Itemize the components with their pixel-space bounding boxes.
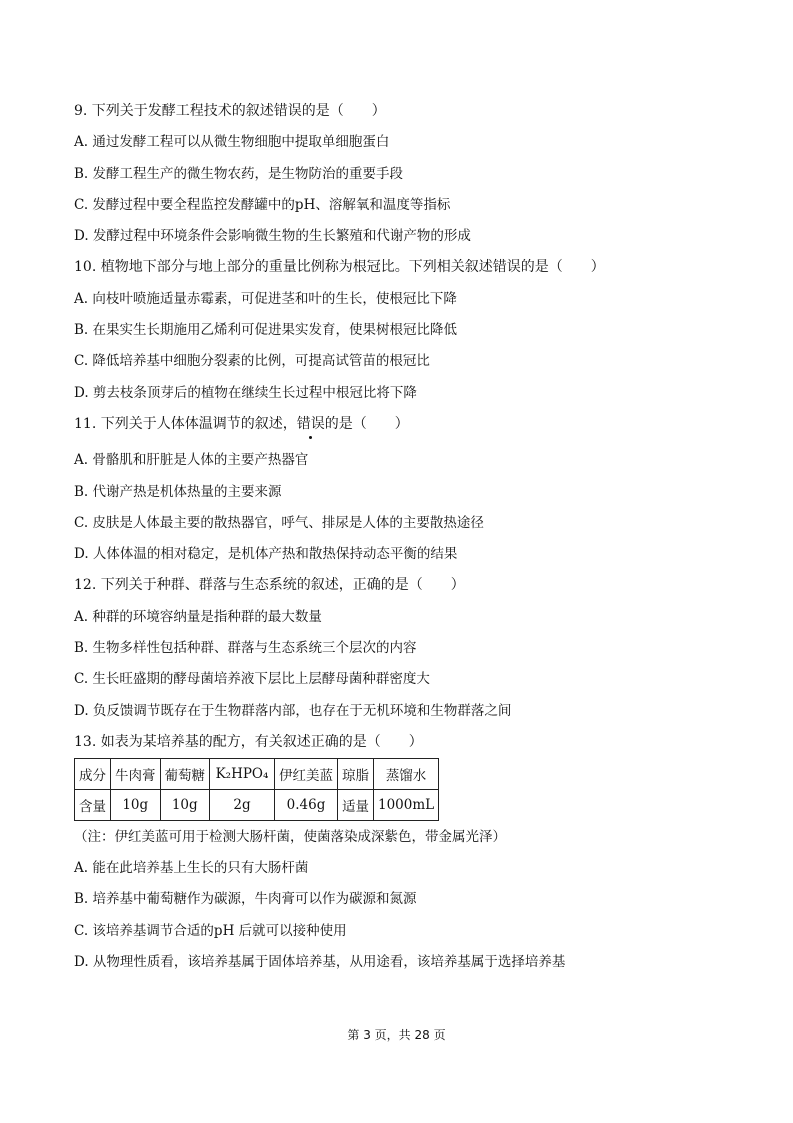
page-footer: 第 3 页，共 28 页 bbox=[347, 1028, 446, 1042]
question-11-stem-suffix: 的是（ ） bbox=[324, 415, 409, 432]
table-cell: 葡萄糖 bbox=[160, 758, 210, 789]
question-11-option-d: D. 人体体温的相对稳定，是机体产热和散热保持动态平衡的结果 bbox=[74, 546, 458, 563]
question-11-option-b: B. 代谢产热是机体热量的主要来源 bbox=[74, 483, 282, 500]
question-9-stem: 9. 下列关于发酵工程技术的叙述错误的是（ ） bbox=[74, 103, 386, 119]
table-cell: K₂HPO₄ bbox=[210, 758, 275, 789]
question-13-option-b: B. 培养基中葡萄糖作为碳源，牛肉膏可以作为碳源和氮源 bbox=[74, 891, 417, 908]
question-11-option-a: A. 骨骼肌和肝脏是人体的主要产热器官 bbox=[74, 452, 309, 469]
table-cell: 2g bbox=[210, 789, 275, 820]
table-cell: 1000mL bbox=[374, 789, 439, 820]
table-row bbox=[75, 789, 439, 820]
question-10-option-b: B. 在果实生长期施用乙烯利可促进果实发育，使果树根冠比降低 bbox=[74, 322, 458, 339]
question-11-emphasis: 错误 bbox=[296, 415, 325, 432]
question-9-option-a: A. 通过发酵工程可以从微生物细胞中提取单细胞蛋白 bbox=[74, 134, 390, 151]
question-9-option-d: D. 发酵过程中环境条件会影响微生物的生长繁殖和代谢产物的形成 bbox=[74, 228, 471, 245]
table-cell: 10g bbox=[111, 789, 161, 820]
question-12-stem: 12. 下列关于种群、群落与生态系统的叙述，正确的是（ ） bbox=[74, 577, 465, 594]
table-cell: 成分 bbox=[75, 758, 111, 789]
question-10-stem: 10. 植物地下部分与地上部分的重量比例称为根冠比。下列相关叙述错误的是（ ） bbox=[74, 259, 605, 276]
exam-content bbox=[74, 101, 734, 983]
question-13-note: （注：伊红美蓝可用于检测大肠杆菌，使菌落染成深紫色，带金属光泽） bbox=[74, 828, 506, 845]
question-10-option-a: A. 向枝叶喷施适量赤霉素，可促进茎和叶的生长，使根冠比下降 bbox=[74, 290, 457, 307]
question-11-stem bbox=[74, 414, 734, 445]
table-cell: 含量 bbox=[75, 789, 111, 820]
question-13-option-a: A. 能在此培养基上生长的只有大肠杆菌 bbox=[74, 859, 309, 876]
question-12-option-b: B. 生物多样性包括种群、群落与生态系统三个层次的内容 bbox=[74, 640, 417, 657]
table-cell: 适量 bbox=[338, 789, 374, 820]
question-12-option-d: D. 负反馈调节既存在于生物群落内部，也存在于无机环境和生物群落之间 bbox=[74, 702, 512, 719]
table-cell: 0.46g bbox=[275, 789, 338, 820]
question-10-option-c: C. 降低培养基中细胞分裂素的比例，可提高试管苗的根冠比 bbox=[74, 353, 430, 370]
table-cell: 伊红美蓝 bbox=[275, 758, 338, 789]
table-cell: 牛肉膏 bbox=[111, 758, 161, 789]
question-10-option-d: D. 剪去枝条顶芽后的植物在继续生长过程中根冠比将下降 bbox=[74, 384, 417, 401]
table-row bbox=[75, 758, 439, 789]
table-cell: 蒸馏水 bbox=[374, 758, 439, 789]
medium-recipe-table bbox=[74, 758, 439, 821]
question-11-option-c: C. 皮肤是人体最主要的散热器官，呼气、排尿是人体的主要散热途径 bbox=[74, 514, 484, 531]
table-cell: 10g bbox=[160, 789, 210, 820]
question-12-option-a: A. 种群的环境容纳量是指种群的最大数量 bbox=[74, 608, 322, 625]
question-12-option-c: C. 生长旺盛期的酵母菌培养液下层比上层酵母菌种群密度大 bbox=[74, 671, 430, 688]
question-13-option-c: C. 该培养基调节合适的pH 后就可以接种使用 bbox=[74, 922, 347, 939]
question-9-option-b: B. 发酵工程生产的微生物农药，是生物防治的重要手段 bbox=[74, 165, 404, 182]
question-13-option-d: D. 从物理性质看，该培养基属于固体培养基，从用途看，该培养基属于选择培养基 bbox=[74, 953, 566, 970]
question-11-stem-prefix: 11. 下列关于人体体温调节的叙述， bbox=[74, 415, 297, 432]
question-13-stem: 13. 如表为某培养基的配方，有关叙述正确的是（ ） bbox=[74, 733, 423, 750]
question-9-option-c: C. 发酵过程中要全程监控发酵罐中的pH、溶解氧和温度等指标 bbox=[74, 196, 451, 213]
table-cell: 琼脂 bbox=[338, 758, 374, 789]
